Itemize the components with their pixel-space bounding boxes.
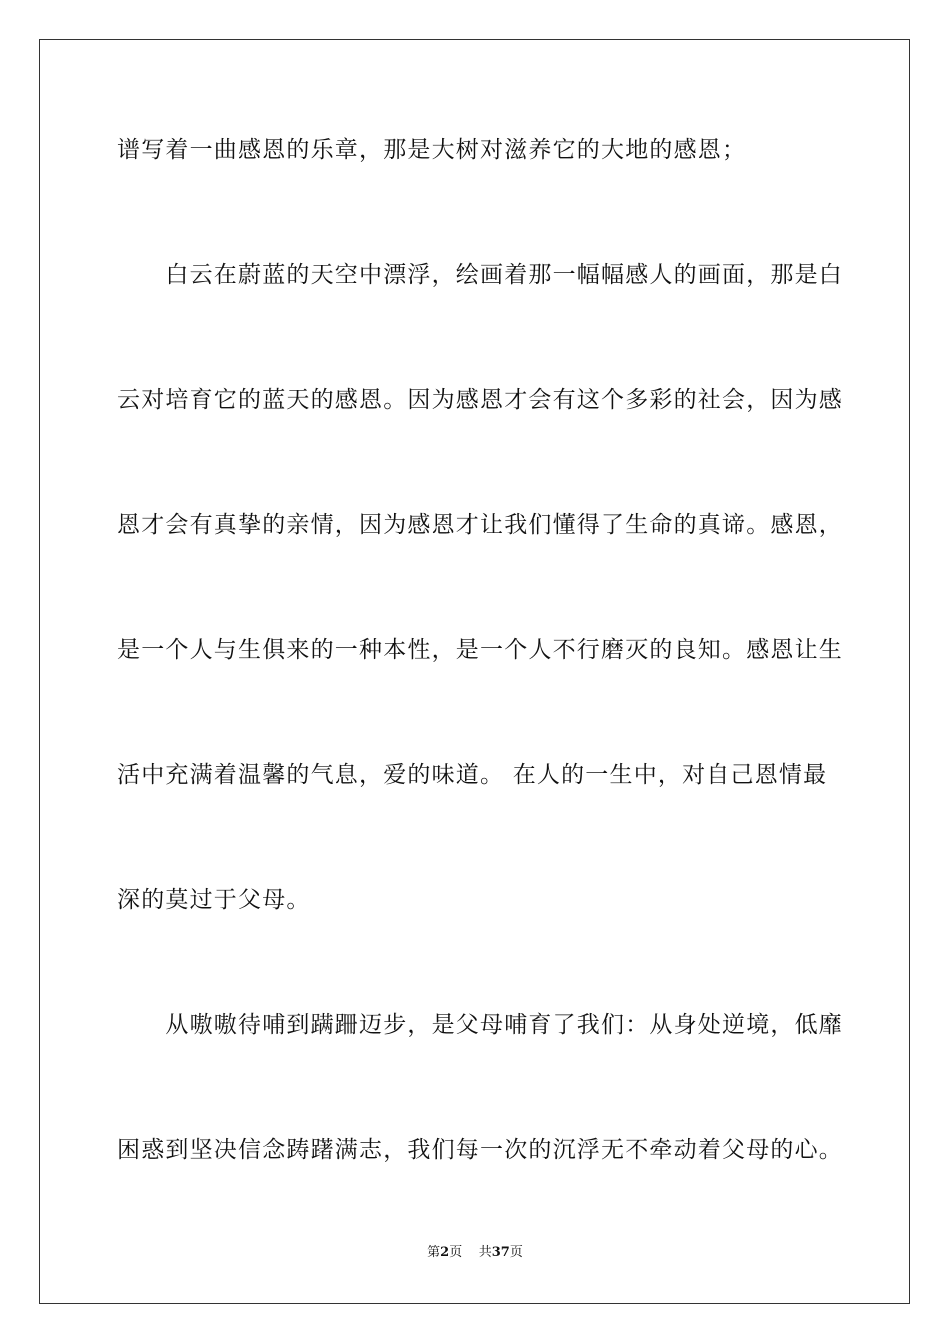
body-line-1: 谱写着一曲感恩的乐章，那是大树对滋养它的大地的感恩； [117,137,747,163]
total-suffix: 页 [509,1245,523,1260]
page-number: 2 [440,1245,450,1260]
page-prefix: 第 [427,1245,441,1260]
body-line-4: 恩才会有真挚的亲情，因为感恩才让我们懂得了生命的真谛。感恩， [117,512,843,538]
body-line-7: 深的莫过于父母。 [117,887,311,913]
page-suffix: 页 [449,1245,463,1260]
body-line-8: 从嗷嗷待哺到蹒跚迈步，是父母哺育了我们：从身处逆境，低靡 [117,1012,843,1038]
body-line-9: 困惑到坚决信念踌躇满志，我们每一次的沉浮无不牵动着父母的心。 [117,1137,843,1163]
page-frame [39,39,910,1304]
body-line-6: 活中充满着温馨的气息，爱的味道。 在人的一生中，对自己恩情最 [117,762,828,788]
body-line-3: 云对培育它的蓝天的感恩。因为感恩才会有这个多彩的社会，因为感 [117,387,843,413]
total-pages: 37 [491,1245,510,1260]
page-footer [0,1244,950,1262]
body-line-2: 白云在蔚蓝的天空中漂浮，绘画着那一幅幅感人的画面，那是白 [117,262,843,288]
body-line-5: 是一个人与生俱来的一种本性，是一个人不行磨灭的良知。感恩让生 [117,637,843,663]
total-prefix: 共 [478,1245,492,1260]
